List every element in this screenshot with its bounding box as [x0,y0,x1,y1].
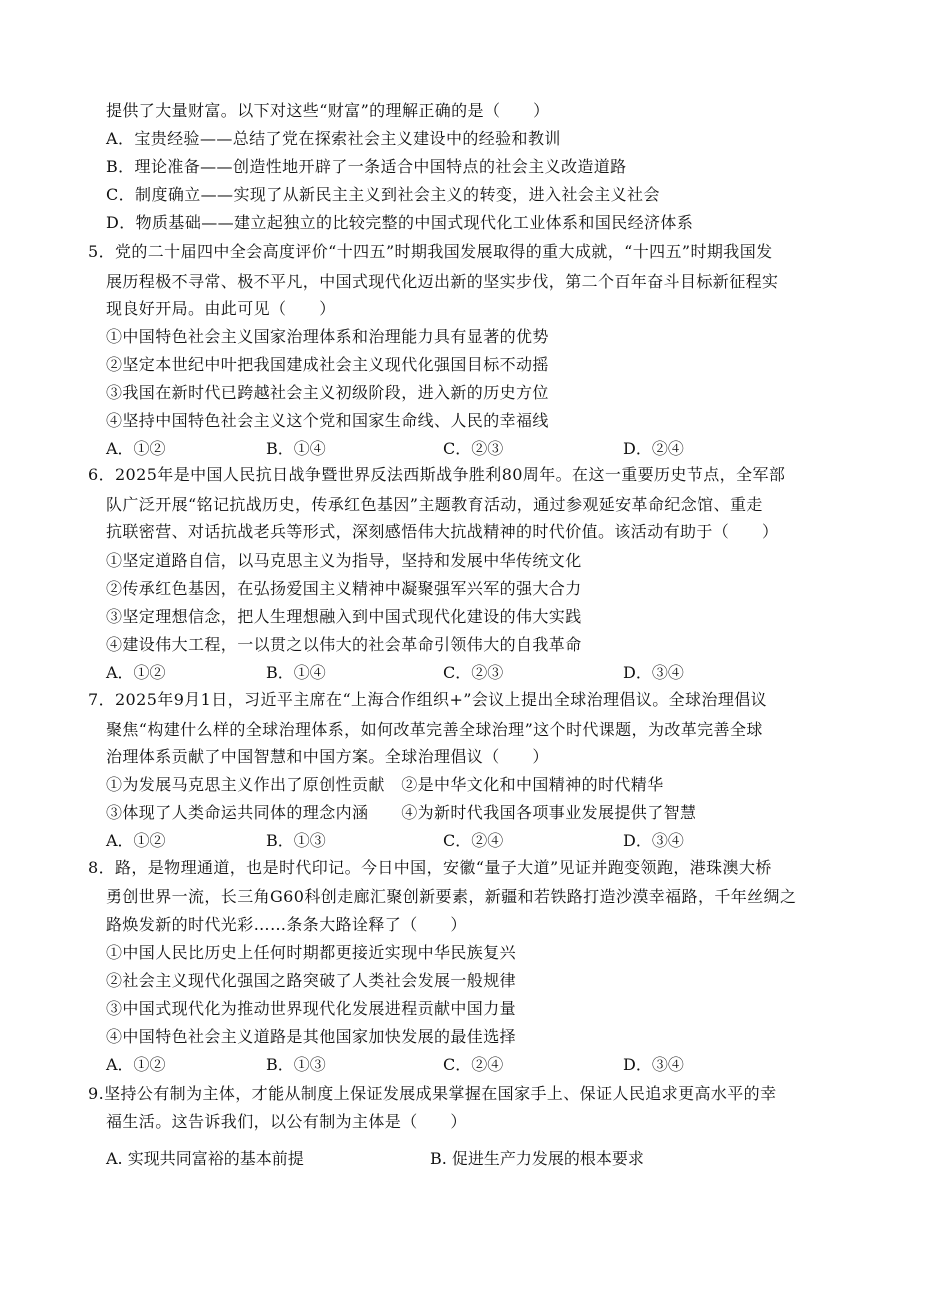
q8-choice-a: A．①② [106,1055,166,1074]
q8-stem-line: 路焕发新的时代光彩……条条大路诠释了（ ） [106,915,467,934]
q5-choice-c: C．②③ [443,439,504,458]
q7-item: ③体现了人类命运共同体的理念内涵 ④为新时代我国各项事业发展提供了智慧 [106,803,697,822]
q6-stem-line: 队广泛开展“铭记抗战历史，传承红色基因”主题教育活动，通过参观延安革命纪念馆、重走 [106,495,763,514]
q8-choice-c: C．②④ [443,1055,504,1074]
q8-item: ④中国特色社会主义道路是其他国家加快发展的最佳选择 [106,1027,517,1046]
q8-choice-b: B．①③ [266,1055,326,1074]
q7-choice-b: B．①③ [266,831,326,850]
q9-choice-b: B. 促进生产力发展的根本要求 [430,1149,644,1168]
q7-choice-a: A．①② [106,831,166,850]
q4-option-a: A．宝贵经验——总结了党在探索社会主义建设中的经验和教训 [106,129,561,148]
q6-choice-a: A．①② [106,663,166,682]
q7-choice-d: D．③④ [623,831,684,850]
q8-choice-d: D．③④ [623,1055,684,1074]
q4-option-d: D．物质基础——建立起独立的比较完整的中国式现代化工业体系和国民经济体系 [106,213,694,232]
q6-stem-line: 抗联密营、对话抗战老兵等形式，深刻感悟伟大抗战精神的时代价值。该活动有助于（ ） [106,522,779,541]
q4-option-c: C．制度确立——实现了从新民主主义到社会主义的转变，进入社会主义社会 [106,185,660,204]
q5-choice-a: A．①② [106,439,166,458]
q6-item: ①坚定道路自信，以马克思主义为指导，坚持和发展中华传统文化 [106,551,582,570]
q5-choice-d: D．②④ [623,439,684,458]
q5-item: ③我国在新时代已跨越社会主义初级阶段，进入新的历史方位 [106,383,549,402]
q7-item: ①为发展马克思主义作出了原创性贡献 ②是中华文化和中国精神的时代精华 [106,775,664,794]
q7-stem-line: 聚焦“构建什么样的全球治理体系，如何改革完善全球治理”这个时代课题，为改革完善全球 [106,720,763,739]
q9-stem-line: 福生活。这告诉我们，以公有制为主体是（ ） [106,1112,467,1131]
q6-item: ③坚定理想信念，把人生理想融入到中国式现代化建设的伟大实践 [106,607,582,626]
q5-choice-b: B．①④ [266,439,326,458]
q6-stem-line: 6．2025年是中国人民抗日战争暨世界反法西斯战争胜利80周年。在这一重要历史节点，全军部 [88,465,786,484]
q9-choice-a: A. 实现共同富裕的基本前提 [106,1149,304,1168]
q8-stem-line: 勇创世界一流，长三角G60科创走廊汇聚创新要素，新疆和若铁路打造沙漠幸福路，千年丝绸之 [106,887,797,906]
q7-stem-line: 7．2025年9月1日，习近平主席在“上海合作组织+”会议上提出全球治理倡议。全球治理倡议 [88,690,768,709]
q6-item: ②传承红色基因，在弘扬爱国主义精神中凝聚强军兴军的强大合力 [106,579,582,598]
q5-stem-line: 5．党的二十届四中全会高度评价“十四五”时期我国发展取得的重大成就，“十四五”时期我国发 [88,242,773,261]
q8-item: ③中国式现代化为推动世界现代化发展进程贡献中国力量 [106,999,517,1018]
q4-stem-line: 提供了大量财富。以下对这些“财富”的理解正确的是（ ） [106,101,550,120]
q5-stem-line: 现良好开局。由此可见（ ） [106,299,336,318]
q5-item: ①中国特色社会主义国家治理体系和治理能力具有显著的优势 [106,327,549,346]
q6-item: ④建设伟大工程，一以贯之以伟大的社会革命引领伟大的自我革命 [106,635,582,654]
q4-option-b: B．理论准备——创造性地开辟了一条适合中国特点的社会主义改造道路 [106,157,627,176]
q5-stem-line: 展历程极不寻常、极不平凡，中国式现代化迈出新的坚实步伐，第二个百年奋斗目标新征程实 [106,272,779,291]
q7-choice-c: C．②④ [443,831,504,850]
q6-choice-c: C．②③ [443,663,504,682]
q6-choice-d: D．③④ [623,663,684,682]
q8-item: ①中国人民比历史上任何时期都更接近实现中华民族复兴 [106,943,517,962]
q5-item: ④坚持中国特色社会主义这个党和国家生命线、人民的幸福线 [106,411,549,430]
q8-stem-line: 8．路，是物理通道，也是时代印记。今日中国，安徽“量子大道”见证并跑变领跑，港珠澳大桥 [88,858,772,877]
q6-choice-b: B．①④ [266,663,326,682]
q8-item: ②社会主义现代化强国之路突破了人类社会发展一般规律 [106,971,517,990]
q5-item: ②坚定本世纪中叶把我国建成社会主义现代化强国目标不动摇 [106,355,549,374]
q9-stem-line: 9.坚持公有制为主体，才能从制度上保证发展成果掌握在国家手上、保证人民追求更高水平的幸 [88,1084,777,1103]
q7-stem-line: 治理体系贡献了中国智慧和中国方案。全球治理倡议（ ） [106,747,549,766]
